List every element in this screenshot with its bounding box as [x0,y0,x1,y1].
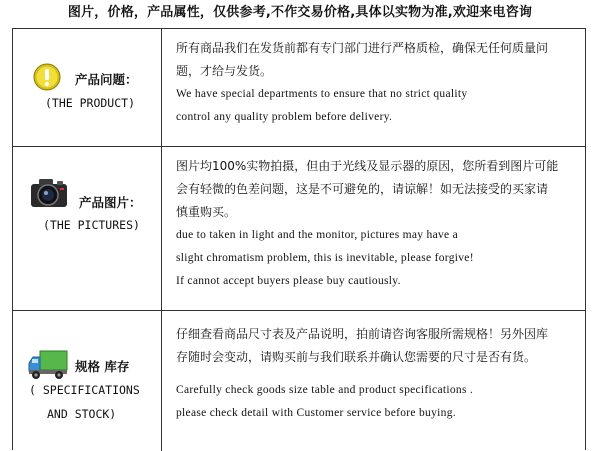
section-product-title: 产品问题： [75,72,138,87]
section-pictures [13,147,585,311]
text-line: 会有轻微的色差问题，这是不可避免的，请谅解！如无法接受的买家请 [176,182,549,196]
section-pictures-label-cell [13,147,162,310]
section-pictures-text [162,147,585,310]
exclamation-icon [33,63,61,95]
section-product-label-cell [13,29,162,146]
text-line: 图片均100%实物拍摄，但由于光线及显示器的原因，您所看到图片可能 [176,159,559,173]
section-specifications [13,311,585,451]
info-table [12,28,586,450]
section-specifications-subtitle-2: AND STOCK) [47,407,117,421]
delivery-truck-icon [27,347,69,385]
text-line: control any quality problem before delivery. [176,111,393,123]
text-line: 仔细查看商品尺寸表及产品说明，拍前请咨询客服所需规格！另外因库 [176,327,549,341]
section-specifications-subtitle: ( SPECIFICATIONS [29,383,140,397]
section-specifications-text [162,311,585,451]
section-pictures-subtitle: (THE PICTURES) [43,218,140,232]
section-pictures-title: 产品图片： [79,195,142,210]
section-product-text [162,29,585,146]
text-line: due to taken in light and the monitor, pictures may have a [176,229,459,241]
notice-banner: 图片，价格，产品属性，仅供参考,不作交易价格,具体以实物为准,欢迎来电咨询 [67,5,533,20]
text-line: Carefully check goods size table and product specifications . [176,384,474,396]
text-line: We have special departments to ensure that no strict quality [176,88,468,100]
text-line: 所有商品我们在发货前都有专门部门进行严格质检，确保无任何质量问 [176,41,549,55]
text-line: please check detail with Customer service before buying. [176,407,456,419]
text-line: 存随时会变动，请购买前与我们联系并确认您需要的尺寸是否有货。 [176,350,537,364]
text-line: If cannot accept buyers please buy cautiously. [176,275,401,287]
section-product [13,29,585,147]
section-product-subtitle: (THE PRODUCT) [45,96,136,110]
camera-icon [29,177,69,213]
section-specifications-label-cell [13,311,162,451]
text-line: 慎重购买。 [176,205,237,219]
text-line: 题，才给与发货。 [176,64,273,78]
text-line: slight chromatism problem, this is inevitable, please forgive! [176,252,474,264]
section-specifications-title: 规格 库存 [75,359,130,374]
